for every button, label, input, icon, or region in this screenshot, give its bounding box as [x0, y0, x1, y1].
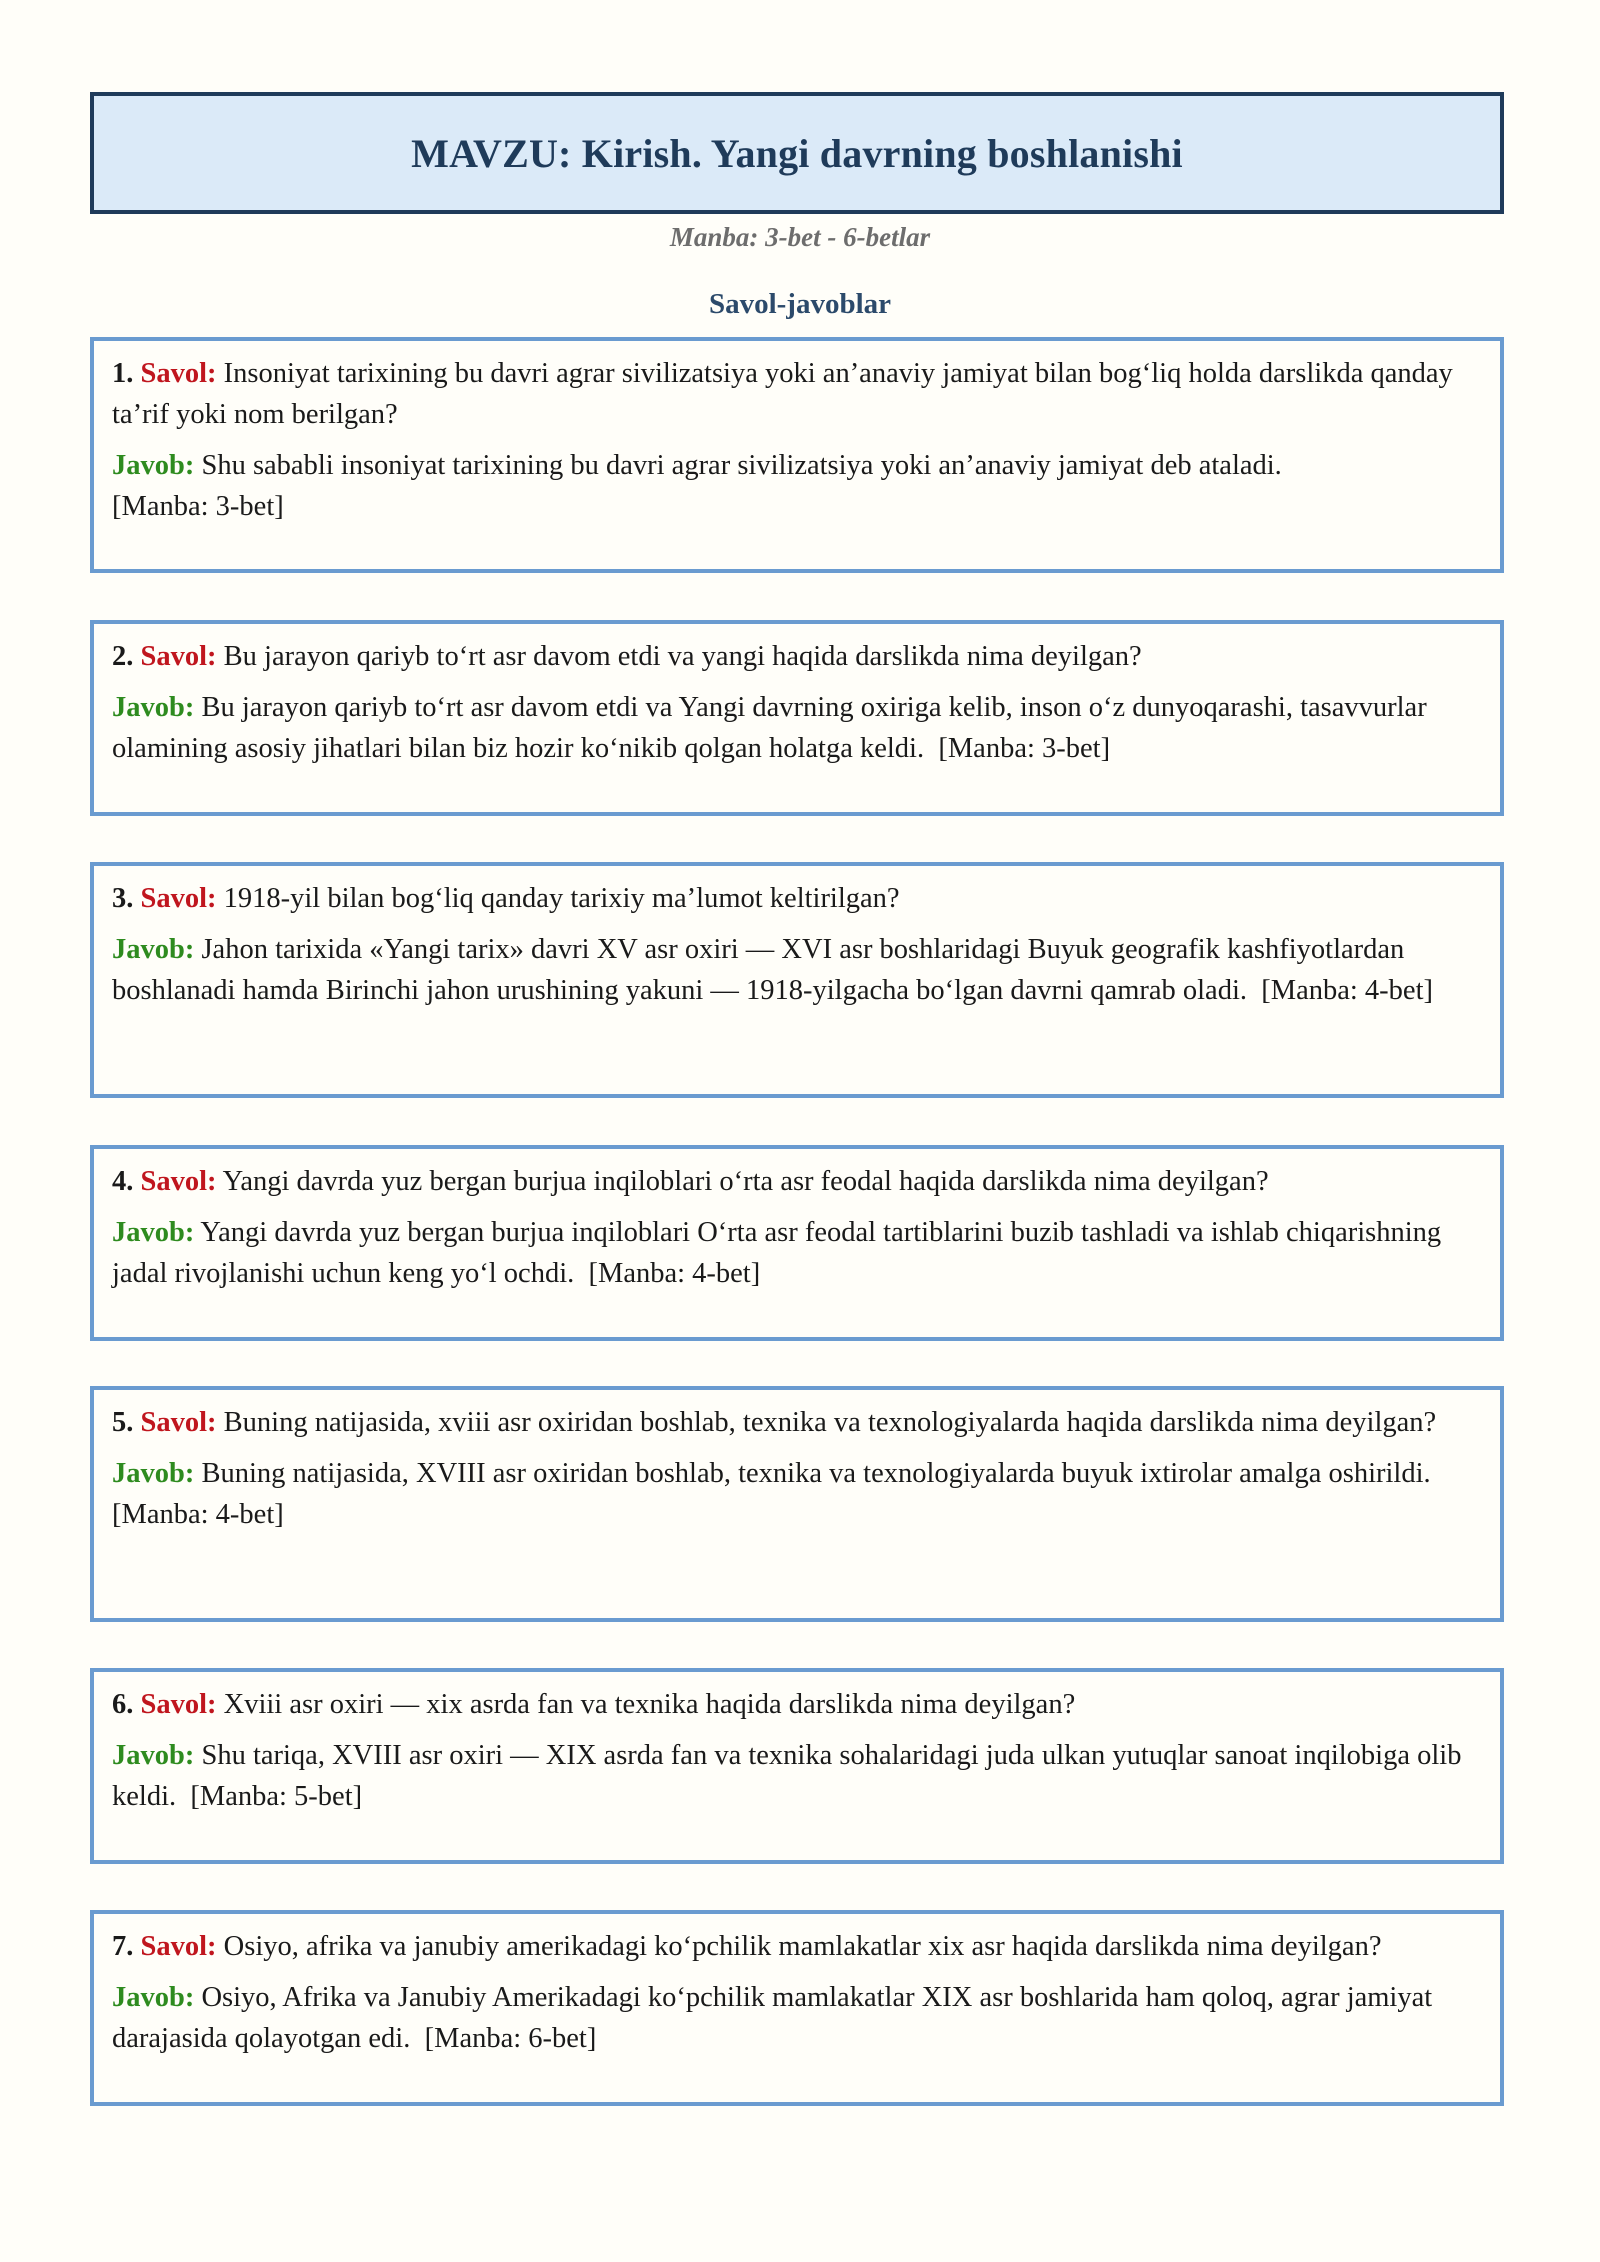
- answer-line: [112, 1735, 1482, 1817]
- answer-line: [112, 687, 1482, 769]
- question-line: [112, 878, 1482, 919]
- answer-text: Buning natijasida, XVIII asr oxiridan boshlab, texnika va texnologiyalarda buyuk ixtirolar amalga oshirildi.: [201, 1458, 1431, 1489]
- answer-label: Javob:: [112, 450, 195, 481]
- answer-text: Yangi davrda yuz bergan burjua inqiloblari O‘rta asr feodal tartiblarini buzib tashladi va ishlab chiqarishning jadal rivojlanishi uchun keng yo‘l ochdi.: [112, 1217, 1442, 1289]
- question-line: [112, 636, 1482, 677]
- question-label: Savol:: [140, 1166, 217, 1197]
- question-number: 5.: [112, 1407, 134, 1438]
- title-banner: [90, 92, 1504, 214]
- section-heading: Savol-javoblar: [708, 288, 892, 320]
- answer-line: [112, 1212, 1482, 1294]
- answer-reference: [Manba: 4-bet]: [112, 1499, 284, 1530]
- question-line: [112, 1402, 1482, 1443]
- question-text: Osiyo, afrika va janubiy amerikadagi ko‘pchilik mamlakatlar xix asr haqida darslikda nima deyilgan?: [223, 1931, 1382, 1962]
- answer-reference: [Manba: 4-bet]: [588, 1258, 761, 1289]
- question-number: 2.: [112, 641, 134, 672]
- question-line: [112, 1684, 1482, 1725]
- answer-text: Osiyo, Afrika va Janubiy Amerikadagi ko‘pchilik mamlakatlar XIX asr boshlarida ham qoloq, agrar jamiyat darajasida qolayotgan edi.: [112, 1982, 1433, 2054]
- question-line: [112, 353, 1482, 435]
- answer-reference: [Manba: 3-bet]: [112, 491, 284, 522]
- qa-card-6: [90, 1668, 1504, 1864]
- qa-card-1: [90, 337, 1504, 573]
- question-text: Bu jarayon qariyb to‘rt asr davom etdi va yangi haqida darslikda nima deyilgan?: [223, 641, 1142, 672]
- question-label: Savol:: [140, 883, 217, 914]
- question-number: 6.: [112, 1689, 134, 1720]
- source-line: Manba: 3-bet - 6-betlar: [669, 222, 931, 252]
- qa-card-2: [90, 620, 1504, 816]
- answer-label: Javob:: [112, 1458, 195, 1489]
- answer-label: Javob:: [112, 1740, 195, 1771]
- question-number: 4.: [112, 1166, 134, 1197]
- question-number: 7.: [112, 1931, 134, 1962]
- question-text: Xviii asr oxiri — xix asrda fan va texnika haqida darslikda nima deyilgan?: [223, 1689, 1076, 1720]
- question-text: Buning natijasida, xviii asr oxiridan boshlab, texnika va texnologiyalarda haqida darslikda nima deyilgan?: [223, 1407, 1437, 1438]
- qa-card-4: [90, 1145, 1504, 1341]
- question-text: Insoniyat tarixining bu davri agrar sivilizatsiya yoki an’anaviy jamiyat bilan bog‘liq holda darslikda qanday ta’rif yoki nom berilgan?: [112, 358, 1453, 430]
- qa-card-5: [90, 1386, 1504, 1622]
- answer-label: Javob:: [112, 1217, 195, 1248]
- question-label: Savol:: [140, 1689, 217, 1720]
- answer-line: [112, 1453, 1482, 1535]
- answer-reference: [Manba: 4-bet]: [1261, 975, 1433, 1006]
- answer-line: [112, 929, 1482, 1011]
- answer-reference: [Manba: 3-bet]: [938, 733, 1111, 764]
- qa-card-7: [90, 1910, 1504, 2106]
- question-number: 1.: [112, 358, 134, 389]
- question-label: Savol:: [140, 1407, 217, 1438]
- answer-line: [112, 445, 1482, 527]
- answer-text: Bu jarayon qariyb to‘rt asr davom etdi va Yangi davrning oxiriga kelib, inson o‘z dunyoqarashi, tasavvurlar olamining asosiy jihatlari bilan biz hozir ko‘nikib qolgan holatga keldi.: [112, 692, 1427, 764]
- qa-card-3: [90, 862, 1504, 1098]
- answer-reference: [Manba: 6-bet]: [424, 2023, 597, 2054]
- answer-line: [112, 1977, 1482, 2059]
- question-line: [112, 1926, 1482, 1967]
- question-label: Savol:: [140, 1931, 217, 1962]
- answer-reference: [Manba: 5-bet]: [190, 1781, 363, 1812]
- page-title: MAVZU: Kirish. Yangi davrning boshlanishi: [411, 130, 1183, 176]
- answer-text: Jahon tarixida «Yangi tarix» davri XV asr oxiri — XVI asr boshlaridagi Buyuk geografik kashfiyotlardan boshlanadi hamda Birinchi jahon urushining yakuni — 1918-yilgacha bo‘lgan davrni qamrab oladi.: [112, 934, 1405, 1006]
- answer-label: Javob:: [112, 934, 195, 965]
- question-line: [112, 1161, 1482, 1202]
- question-label: Savol:: [140, 641, 217, 672]
- answer-text: Shu sababli insoniyat tarixining bu davri agrar sivilizatsiya yoki an’anaviy jamiyat deb ataladi.: [201, 450, 1282, 481]
- answer-label: Javob:: [112, 692, 195, 723]
- answer-text: Shu tariqa, XVIII asr oxiri — XIX asrda fan va texnika sohalaridagi juda ulkan yutuqlar sanoat inqilobiga olib keldi.: [112, 1740, 1462, 1812]
- question-number: 3.: [112, 883, 134, 914]
- answer-label: Javob:: [112, 1982, 195, 2013]
- question-text: Yangi davrda yuz bergan burjua inqiloblari o‘rta asr feodal haqida darslikda nima deyilgan?: [222, 1166, 1269, 1197]
- question-text: 1918-yil bilan bog‘liq qanday tarixiy ma’lumot keltirilgan?: [223, 883, 900, 914]
- question-label: Savol:: [140, 358, 217, 389]
